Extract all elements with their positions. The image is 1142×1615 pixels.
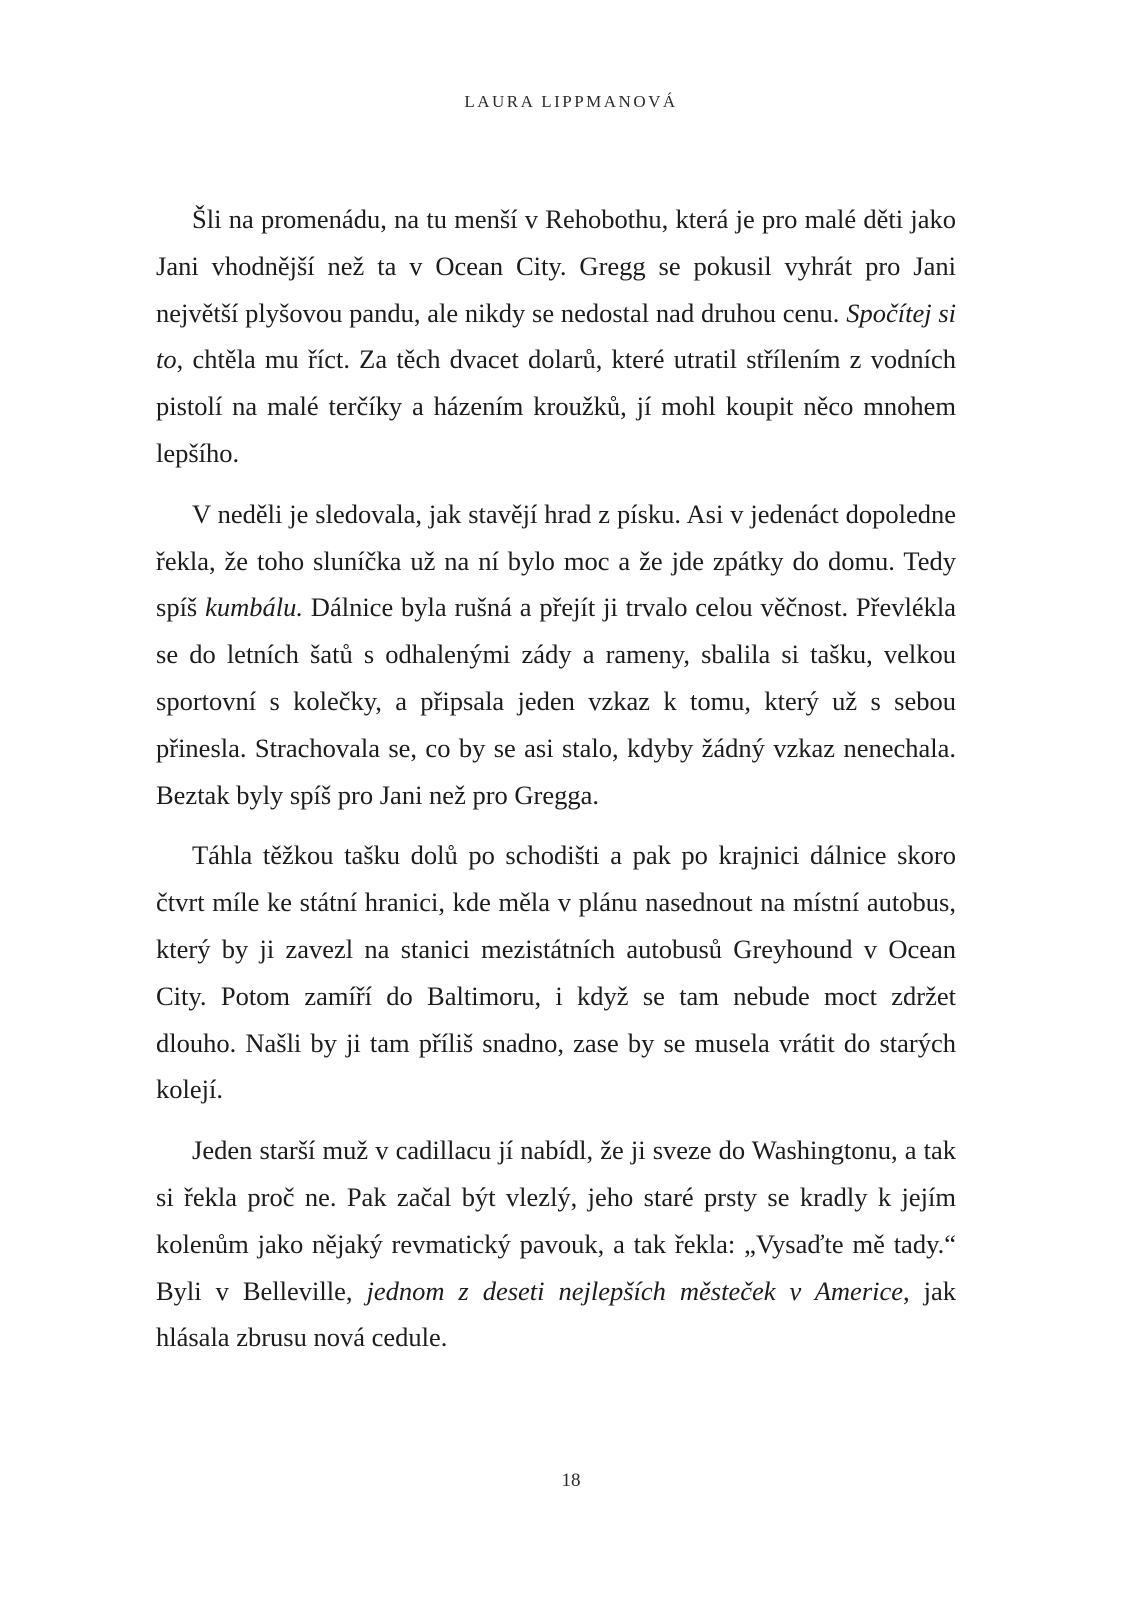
running-head-author: LAURA LIPPMANOVÁ <box>464 92 678 111</box>
paragraph-2-text-a: V neděli je sledovala, jak stavějí hrad z písku. Asi v jedenáct dopoledne řekla, že toho sluníčka už na ní bylo moc a že jde zpátky do domu. Tedy spíš <box>156 498 956 623</box>
paragraph-4-italic: jednom z deseti nejlepších městeček v Americe <box>366 1275 904 1306</box>
paragraph-4-text-b: , jak hlásala zbrusu nová cedule. <box>156 1275 956 1353</box>
paragraph-4-text-a: Jeden starší muž v cadillacu jí nabídl, že ji sveze do Washingtonu, a tak si řekla proč ne. Pak začal být vlezlý, jeho staré prsty se kradly k jejím kolenům jako nějaký revmatický pavouk, a tak řekla: „Vysaďte mě tady.“ Byli v Belleville, <box>156 1135 956 1306</box>
paragraph-3 <box>156 832 956 1113</box>
paragraph-1-text-b: , chtěla mu říct. Za těch dvacet dolarů, které utratil střílením z vodních pistolí na malé terčíky a házením kroužků, jí mohl koupit něco mnohem lepšího. <box>156 344 956 468</box>
paragraph-1 <box>156 196 956 477</box>
body-text <box>156 196 956 1361</box>
paragraph-3-text: Táhla těžkou tašku dolů po schodišti a pak po krajnici dálnice skoro čtvrt míle ke státní hranici, kde měla v plánu nasednout na místní autobus, který by ji zavezl na stanici mezistátních autobusů Greyhound v Ocean City. Potom zamíří do Baltimoru, i když se tam nebude moct zdržet dlouho. Našli by ji tam příliš snadno, zase by se musela vrátit do starých kolejí. <box>156 840 956 1105</box>
paragraph-2-italic: kumbálu. <box>205 592 303 623</box>
paragraph-4 <box>156 1127 956 1361</box>
paragraph-1-text-a: Šli na promenádu, na tu menší v Rehobothu, která je pro malé děti jako Jani vhodnější než ta v Ocean City. Gregg se pokusil vyhrát pro Jani největší plyšovou pandu, ale nikdy se nedostal nad druhou cenu. <box>156 204 956 328</box>
paragraph-1-italic: Spočítej si to <box>156 297 956 375</box>
page-number: 18 <box>561 1470 581 1491</box>
paragraph-2 <box>156 491 956 819</box>
paragraph-2-text-b: Dálnice byla rušná a přejít ji trvalo celou věčnost. Převlékla se do letních šatů s odhalenými zády a rameny, sbalila si tašku, velkou sportovní s kolečky, a připsala jeden vzkaz k tomu, který už s sebou přinesla. Strachovala se, co by se asi stalo, kdyby žádný vzkaz nenechala. Beztak byly spíš pro Jani než pro Gregga. <box>156 592 956 810</box>
